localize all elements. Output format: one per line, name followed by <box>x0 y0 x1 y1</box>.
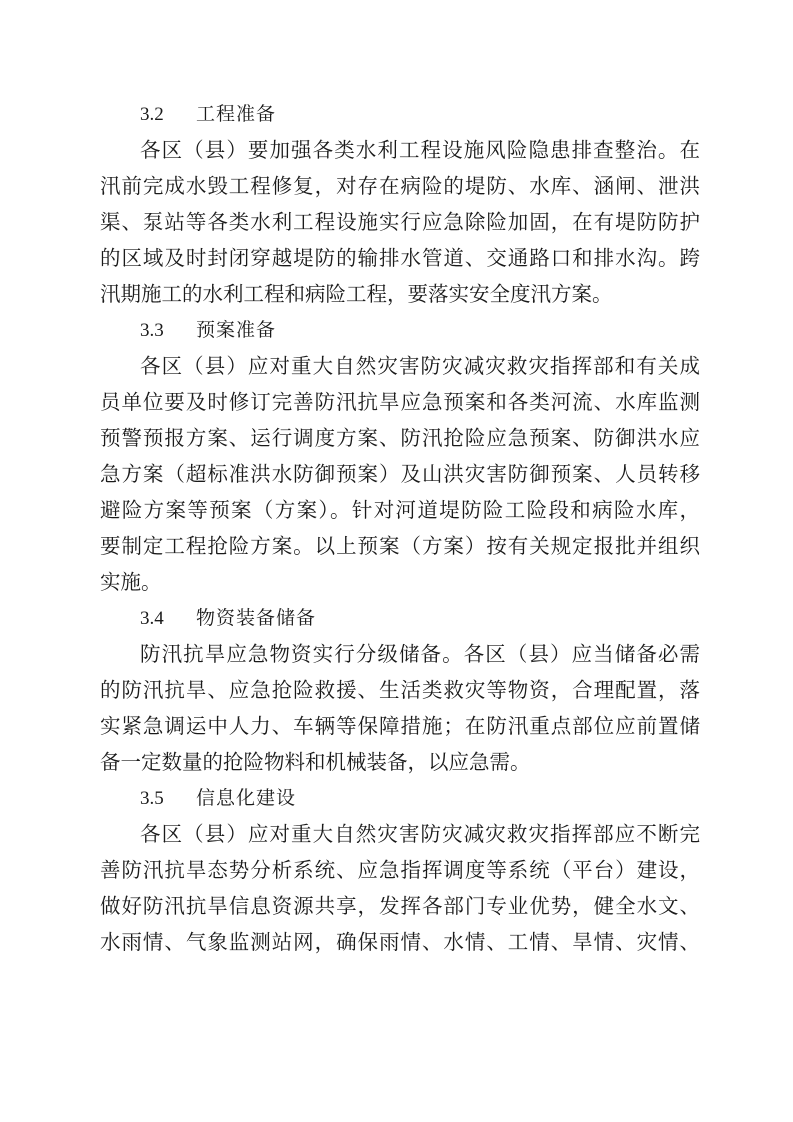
paragraph-line: 水雨情、气象监测站网，确保雨情、水情、工情、旱情、灾情、 <box>100 930 700 954</box>
paragraph-line: 要制定工程抢险方案。以上预案（方案）按有关规定报批并组织 <box>100 534 700 558</box>
paragraph-line: 的防汛抗旱、应急抢险救援、生活类救灾等物资，合理配置，落 <box>100 678 700 702</box>
section-number: 3.2 <box>140 104 164 125</box>
paragraph-line: 急方案（超标准洪水防御预案）及山洪灾害防御预案、人员转移 <box>100 462 700 486</box>
paragraph-line: 备一定数量的抢险物料和机械装备，以应急需。 <box>100 750 531 774</box>
section-title: 预案准备 <box>196 319 277 341</box>
section-number: 3.4 <box>140 608 164 629</box>
paragraph-line: 实施。 <box>100 570 162 594</box>
paragraph-line: 各区（县）要加强各类水利工程设施风险隐患排查整治。在 <box>140 138 700 162</box>
section-heading-3-5 <box>100 780 700 816</box>
section-title: 工程准备 <box>196 103 277 125</box>
paragraph-line: 汛前完成水毁工程修复，对存在病险的堤防、水库、涵闸、泄洪 <box>100 174 700 198</box>
section-title: 信息化建设 <box>196 787 297 809</box>
paragraph-line: 善防汛抗旱态势分析系统、应急指挥调度等系统（平台）建设， <box>100 858 700 882</box>
paragraph-line: 汛期施工的水利工程和病险工程，要落实安全度汛方案。 <box>100 282 613 306</box>
section-number: 3.5 <box>140 788 164 809</box>
section-title: 物资装备储备 <box>196 607 317 629</box>
paragraph-line: 做好防汛抗旱信息资源共享，发挥各部门专业优势，健全水文、 <box>100 894 700 918</box>
document-body <box>100 96 700 960</box>
paragraph-line: 预警预报方案、运行调度方案、防汛抢险应急预案、防御洪水应 <box>100 426 700 450</box>
section-heading-3-3 <box>100 312 700 348</box>
paragraph-line: 实紧急调运中人力、车辆等保障措施；在防汛重点部位应前置储 <box>100 714 700 738</box>
paragraph-line: 的区域及时封闭穿越堤防的输排水管道、交通路口和排水沟。跨 <box>100 246 700 270</box>
section-heading-3-2 <box>100 96 700 132</box>
paragraph-line: 各区（县）应对重大自然灾害防灾减灾救灾指挥部和有关成 <box>140 354 700 378</box>
paragraph-line: 各区（县）应对重大自然灾害防灾减灾救灾指挥部应不断完 <box>140 822 700 846</box>
section-number: 3.3 <box>140 320 164 341</box>
paragraph-line: 防汛抗旱应急物资实行分级储备。各区（县）应当储备必需 <box>140 642 700 666</box>
paragraph-line: 避险方案等预案（方案）。针对河道堤防险工险段和病险水库， <box>100 498 700 522</box>
paragraph-line: 渠、泵站等各类水利工程设施实行应急除险加固，在有堤防防护 <box>100 210 700 234</box>
paragraph-line: 员单位要及时修订完善防汛抗旱应急预案和各类河流、水库监测 <box>100 390 700 414</box>
section-heading-3-4 <box>100 600 700 636</box>
